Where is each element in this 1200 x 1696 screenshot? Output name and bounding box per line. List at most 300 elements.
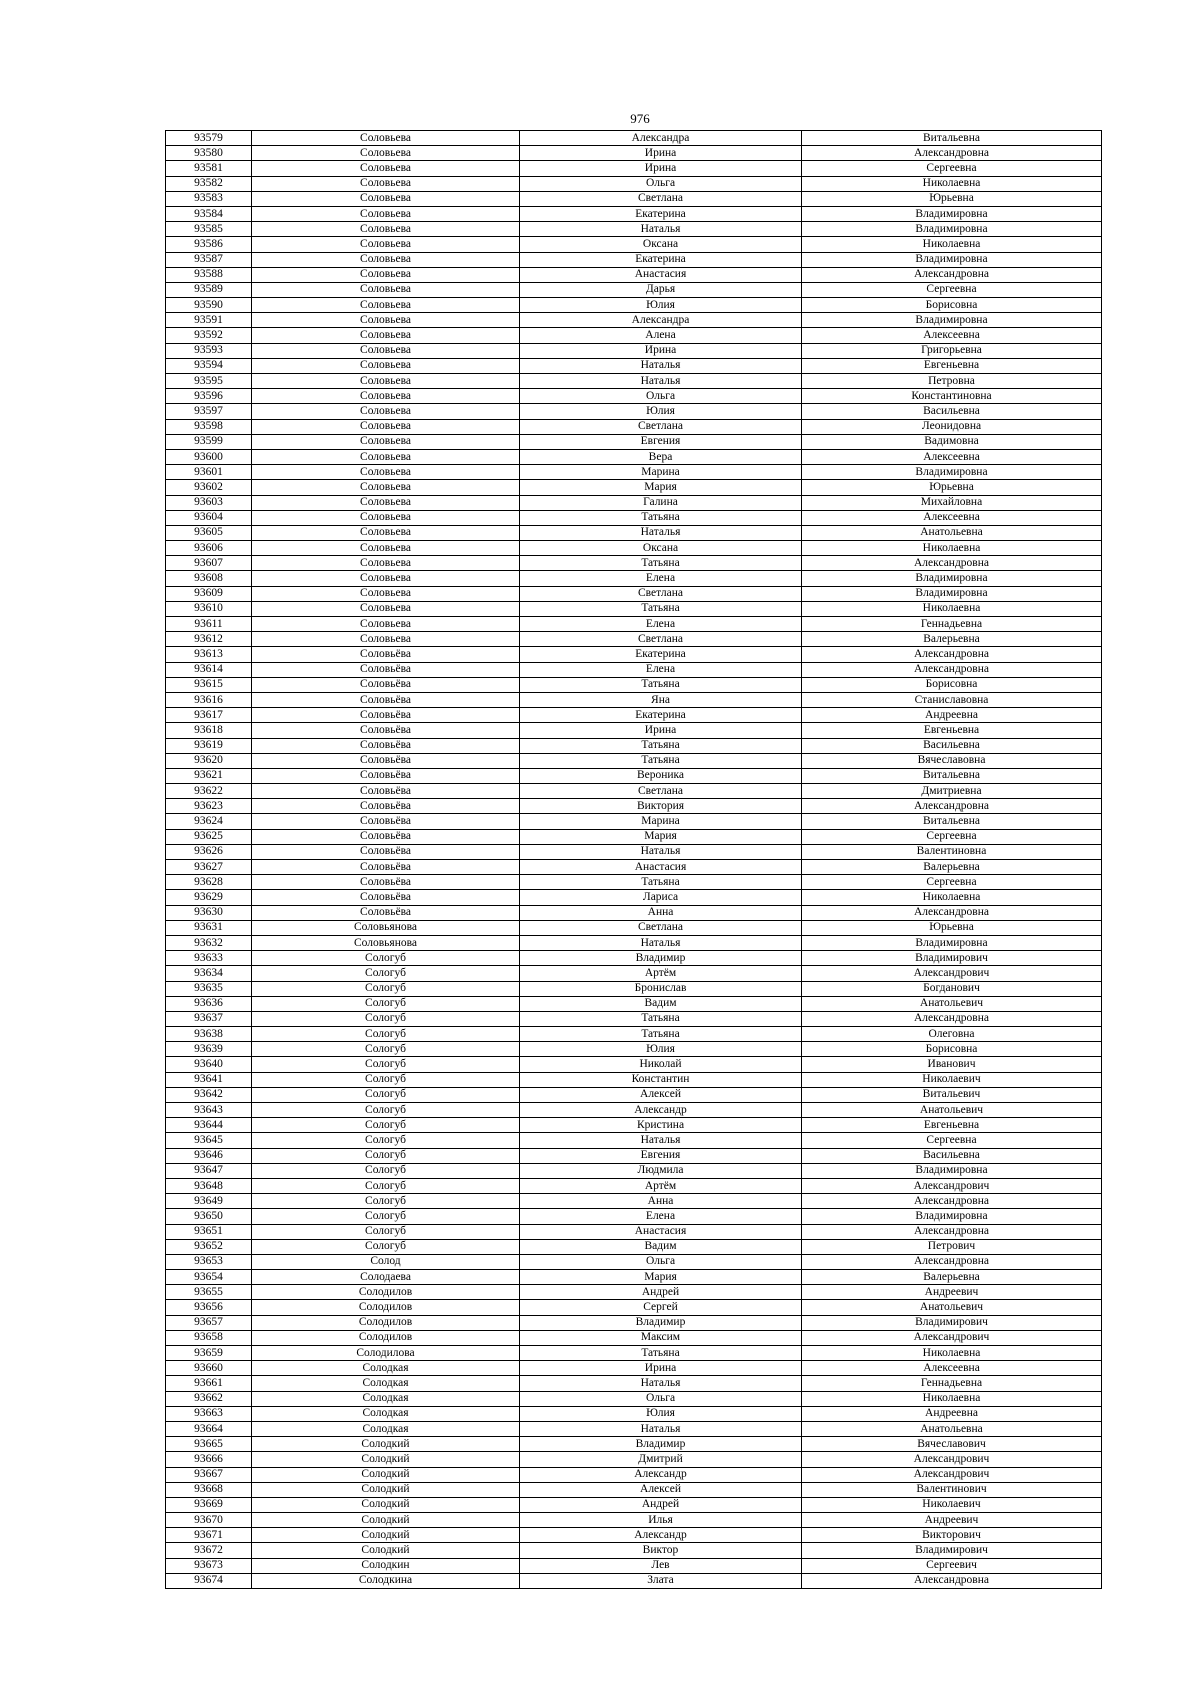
table-row bbox=[166, 358, 1102, 373]
first-name-cell: Екатерина bbox=[520, 708, 802, 723]
first-name-cell: Вадим bbox=[520, 1239, 802, 1254]
table-row bbox=[166, 237, 1102, 252]
first-name-cell: Илья bbox=[520, 1513, 802, 1528]
surname-cell: Соловьева bbox=[252, 586, 520, 601]
first-name-cell: Татьяна bbox=[520, 1011, 802, 1026]
record-number-cell: 93600 bbox=[166, 449, 252, 464]
table-row bbox=[166, 966, 1102, 981]
surname-cell: Соловьёва bbox=[252, 875, 520, 890]
table-row bbox=[166, 1573, 1102, 1588]
first-name-cell: Светлана bbox=[520, 586, 802, 601]
first-name-cell: Светлана bbox=[520, 419, 802, 434]
first-name-cell: Злата bbox=[520, 1573, 802, 1588]
table-row bbox=[166, 1528, 1102, 1543]
surname-cell: Сологуб bbox=[252, 1239, 520, 1254]
surname-cell: Соловьянова bbox=[252, 920, 520, 935]
record-number-cell: 93664 bbox=[166, 1421, 252, 1436]
surname-cell: Солодкий bbox=[252, 1497, 520, 1512]
patronymic-cell: Иванович bbox=[802, 1057, 1102, 1072]
record-number-cell: 93653 bbox=[166, 1254, 252, 1269]
patronymic-cell: Сергеевна bbox=[802, 875, 1102, 890]
first-name-cell: Юлия bbox=[520, 404, 802, 419]
surname-cell: Соловьева bbox=[252, 313, 520, 328]
table-row bbox=[166, 1270, 1102, 1285]
first-name-cell: Виктория bbox=[520, 799, 802, 814]
surname-cell: Солодкий bbox=[252, 1528, 520, 1543]
first-name-cell: Наталья bbox=[520, 1133, 802, 1148]
table-row bbox=[166, 1391, 1102, 1406]
first-name-cell: Ирина bbox=[520, 1361, 802, 1376]
patronymic-cell: Николаевна bbox=[802, 541, 1102, 556]
names-table bbox=[165, 130, 1102, 1589]
table-row bbox=[166, 328, 1102, 343]
first-name-cell: Екатерина bbox=[520, 252, 802, 267]
record-number-cell: 93610 bbox=[166, 601, 252, 616]
table-row bbox=[166, 419, 1102, 434]
first-name-cell: Елена bbox=[520, 662, 802, 677]
patronymic-cell: Андреевич bbox=[802, 1513, 1102, 1528]
patronymic-cell: Витальевна bbox=[802, 814, 1102, 829]
table-row bbox=[166, 176, 1102, 191]
patronymic-cell: Вячеславович bbox=[802, 1437, 1102, 1452]
record-number-cell: 93581 bbox=[166, 161, 252, 176]
record-number-cell: 93623 bbox=[166, 799, 252, 814]
first-name-cell: Анна bbox=[520, 1194, 802, 1209]
surname-cell: Солодкий bbox=[252, 1543, 520, 1558]
record-number-cell: 93585 bbox=[166, 222, 252, 237]
surname-cell: Соловьева bbox=[252, 404, 520, 419]
surname-cell: Соловьева bbox=[252, 525, 520, 540]
table-row bbox=[166, 1482, 1102, 1497]
first-name-cell: Ирина bbox=[520, 723, 802, 738]
table-row bbox=[166, 1224, 1102, 1239]
first-name-cell: Александр bbox=[520, 1467, 802, 1482]
record-number-cell: 93632 bbox=[166, 935, 252, 950]
first-name-cell: Татьяна bbox=[520, 601, 802, 616]
surname-cell: Солодкая bbox=[252, 1361, 520, 1376]
surname-cell: Сологуб bbox=[252, 1057, 520, 1072]
record-number-cell: 93657 bbox=[166, 1315, 252, 1330]
patronymic-cell: Николаевна bbox=[802, 1391, 1102, 1406]
record-number-cell: 93640 bbox=[166, 1057, 252, 1072]
first-name-cell: Александр bbox=[520, 1103, 802, 1118]
table-row bbox=[166, 465, 1102, 480]
table-row bbox=[166, 768, 1102, 783]
patronymic-cell: Анатольевич bbox=[802, 996, 1102, 1011]
record-number-cell: 93625 bbox=[166, 829, 252, 844]
first-name-cell: Мария bbox=[520, 1270, 802, 1285]
patronymic-cell: Александровна bbox=[802, 146, 1102, 161]
record-number-cell: 93599 bbox=[166, 434, 252, 449]
first-name-cell: Оксана bbox=[520, 541, 802, 556]
surname-cell: Сологуб bbox=[252, 1072, 520, 1087]
record-number-cell: 93651 bbox=[166, 1224, 252, 1239]
record-number-cell: 93579 bbox=[166, 131, 252, 146]
surname-cell: Сологуб bbox=[252, 981, 520, 996]
surname-cell: Соловьёва bbox=[252, 799, 520, 814]
patronymic-cell: Сергеевич bbox=[802, 1558, 1102, 1573]
first-name-cell: Бронислав bbox=[520, 981, 802, 996]
patronymic-cell: Александровна bbox=[802, 647, 1102, 662]
first-name-cell: Андрей bbox=[520, 1497, 802, 1512]
table-row bbox=[166, 1163, 1102, 1178]
patronymic-cell: Михайловна bbox=[802, 495, 1102, 510]
first-name-cell: Яна bbox=[520, 692, 802, 707]
record-number-cell: 93580 bbox=[166, 146, 252, 161]
table-row bbox=[166, 146, 1102, 161]
table-row bbox=[166, 1087, 1102, 1102]
patronymic-cell: Анатольевич bbox=[802, 1300, 1102, 1315]
first-name-cell: Марина bbox=[520, 465, 802, 480]
patronymic-cell: Владимировна bbox=[802, 465, 1102, 480]
record-number-cell: 93606 bbox=[166, 541, 252, 556]
record-number-cell: 93662 bbox=[166, 1391, 252, 1406]
record-number-cell: 93673 bbox=[166, 1558, 252, 1573]
table-row bbox=[166, 1421, 1102, 1436]
patronymic-cell: Александровна bbox=[802, 267, 1102, 282]
table-row bbox=[166, 1072, 1102, 1087]
patronymic-cell: Витальевна bbox=[802, 768, 1102, 783]
table-row bbox=[166, 784, 1102, 799]
patronymic-cell: Анатольевна bbox=[802, 1421, 1102, 1436]
record-number-cell: 93611 bbox=[166, 617, 252, 632]
table-row bbox=[166, 131, 1102, 146]
first-name-cell: Александр bbox=[520, 1528, 802, 1543]
surname-cell: Соловьева bbox=[252, 267, 520, 282]
patronymic-cell: Витальевна bbox=[802, 131, 1102, 146]
surname-cell: Соловьёва bbox=[252, 829, 520, 844]
patronymic-cell: Николаевна bbox=[802, 601, 1102, 616]
table-row bbox=[166, 1300, 1102, 1315]
surname-cell: Сологуб bbox=[252, 1011, 520, 1026]
first-name-cell: Вадим bbox=[520, 996, 802, 1011]
surname-cell: Соловьёва bbox=[252, 723, 520, 738]
table-row bbox=[166, 267, 1102, 282]
record-number-cell: 93656 bbox=[166, 1300, 252, 1315]
table-row bbox=[166, 647, 1102, 662]
first-name-cell: Ольга bbox=[520, 1391, 802, 1406]
surname-cell: Соловьёва bbox=[252, 662, 520, 677]
first-name-cell: Константин bbox=[520, 1072, 802, 1087]
first-name-cell: Лариса bbox=[520, 890, 802, 905]
first-name-cell: Анастасия bbox=[520, 1224, 802, 1239]
table-row bbox=[166, 374, 1102, 389]
surname-cell: Соловьева bbox=[252, 571, 520, 586]
patronymic-cell: Александрович bbox=[802, 1330, 1102, 1345]
first-name-cell: Марина bbox=[520, 814, 802, 829]
patronymic-cell: Геннадьевна bbox=[802, 1376, 1102, 1391]
record-number-cell: 93619 bbox=[166, 738, 252, 753]
table-row bbox=[166, 692, 1102, 707]
patronymic-cell: Николаевич bbox=[802, 1072, 1102, 1087]
patronymic-cell: Анатольевич bbox=[802, 1103, 1102, 1118]
surname-cell: Соловьева bbox=[252, 237, 520, 252]
surname-cell: Соловьева bbox=[252, 617, 520, 632]
patronymic-cell: Владимирович bbox=[802, 951, 1102, 966]
first-name-cell: Наталья bbox=[520, 525, 802, 540]
surname-cell: Сологуб bbox=[252, 996, 520, 1011]
table-row bbox=[166, 753, 1102, 768]
record-number-cell: 93608 bbox=[166, 571, 252, 586]
page-number: 976 bbox=[630, 111, 650, 126]
table-row bbox=[166, 1361, 1102, 1376]
record-number-cell: 93592 bbox=[166, 328, 252, 343]
surname-cell: Солодкая bbox=[252, 1376, 520, 1391]
surname-cell: Соловьева bbox=[252, 495, 520, 510]
first-name-cell: Светлана bbox=[520, 191, 802, 206]
record-number-cell: 93670 bbox=[166, 1513, 252, 1528]
surname-cell: Соловьева bbox=[252, 449, 520, 464]
patronymic-cell: Николаевна bbox=[802, 1346, 1102, 1361]
table-row bbox=[166, 480, 1102, 495]
table-row bbox=[166, 1330, 1102, 1345]
record-number-cell: 93639 bbox=[166, 1042, 252, 1057]
record-number-cell: 93626 bbox=[166, 844, 252, 859]
record-number-cell: 93631 bbox=[166, 920, 252, 935]
record-number-cell: 93588 bbox=[166, 267, 252, 282]
first-name-cell: Анна bbox=[520, 905, 802, 920]
table-row bbox=[166, 1178, 1102, 1193]
surname-cell: Соловьева bbox=[252, 146, 520, 161]
patronymic-cell: Владимировна bbox=[802, 586, 1102, 601]
record-number-cell: 93668 bbox=[166, 1482, 252, 1497]
table-row bbox=[166, 1406, 1102, 1421]
patronymic-cell: Алексеевна bbox=[802, 449, 1102, 464]
patronymic-cell: Станиславовна bbox=[802, 692, 1102, 707]
patronymic-cell: Валерьевна bbox=[802, 632, 1102, 647]
surname-cell: Соловьёва bbox=[252, 905, 520, 920]
table-row bbox=[166, 814, 1102, 829]
table-row bbox=[166, 738, 1102, 753]
first-name-cell: Александра bbox=[520, 131, 802, 146]
record-number-cell: 93620 bbox=[166, 753, 252, 768]
first-name-cell: Сергей bbox=[520, 1300, 802, 1315]
patronymic-cell: Николаевна bbox=[802, 890, 1102, 905]
first-name-cell: Наталья bbox=[520, 1421, 802, 1436]
first-name-cell: Наталья bbox=[520, 358, 802, 373]
surname-cell: Соловьёва bbox=[252, 844, 520, 859]
patronymic-cell: Петрович bbox=[802, 1239, 1102, 1254]
record-number-cell: 93613 bbox=[166, 647, 252, 662]
record-number-cell: 93596 bbox=[166, 389, 252, 404]
surname-cell: Сологуб bbox=[252, 966, 520, 981]
record-number-cell: 93633 bbox=[166, 951, 252, 966]
table-row bbox=[166, 434, 1102, 449]
surname-cell: Сологуб bbox=[252, 951, 520, 966]
first-name-cell: Татьяна bbox=[520, 1346, 802, 1361]
first-name-cell: Артём bbox=[520, 1178, 802, 1193]
first-name-cell: Алена bbox=[520, 328, 802, 343]
surname-cell: Соловьёва bbox=[252, 784, 520, 799]
record-number-cell: 93587 bbox=[166, 252, 252, 267]
first-name-cell: Татьяна bbox=[520, 510, 802, 525]
patronymic-cell: Александровна bbox=[802, 1254, 1102, 1269]
first-name-cell: Татьяна bbox=[520, 556, 802, 571]
record-number-cell: 93672 bbox=[166, 1543, 252, 1558]
record-number-cell: 93636 bbox=[166, 996, 252, 1011]
record-number-cell: 93602 bbox=[166, 480, 252, 495]
patronymic-cell: Юрьевна bbox=[802, 920, 1102, 935]
surname-cell: Сологуб bbox=[252, 1042, 520, 1057]
patronymic-cell: Валерьевна bbox=[802, 860, 1102, 875]
surname-cell: Сологуб bbox=[252, 1148, 520, 1163]
record-number-cell: 93607 bbox=[166, 556, 252, 571]
record-number-cell: 93666 bbox=[166, 1452, 252, 1467]
record-number-cell: 93612 bbox=[166, 632, 252, 647]
surname-cell: Солодкий bbox=[252, 1482, 520, 1497]
surname-cell: Солодкая bbox=[252, 1406, 520, 1421]
record-number-cell: 93601 bbox=[166, 465, 252, 480]
surname-cell: Сологуб bbox=[252, 1103, 520, 1118]
record-number-cell: 93582 bbox=[166, 176, 252, 191]
patronymic-cell: Владимировна bbox=[802, 1163, 1102, 1178]
table-row bbox=[166, 525, 1102, 540]
record-number-cell: 93638 bbox=[166, 1027, 252, 1042]
surname-cell: Солодилов bbox=[252, 1330, 520, 1345]
record-number-cell: 93671 bbox=[166, 1528, 252, 1543]
patronymic-cell: Владимировна bbox=[802, 252, 1102, 267]
table-row bbox=[166, 389, 1102, 404]
table-row bbox=[166, 799, 1102, 814]
surname-cell: Соловьева bbox=[252, 328, 520, 343]
table-row bbox=[166, 1148, 1102, 1163]
record-number-cell: 93652 bbox=[166, 1239, 252, 1254]
record-number-cell: 93618 bbox=[166, 723, 252, 738]
table-row bbox=[166, 829, 1102, 844]
record-number-cell: 93615 bbox=[166, 677, 252, 692]
patronymic-cell: Петровна bbox=[802, 374, 1102, 389]
patronymic-cell: Александровна bbox=[802, 905, 1102, 920]
table-row bbox=[166, 586, 1102, 601]
first-name-cell: Евгения bbox=[520, 434, 802, 449]
surname-cell: Сологуб bbox=[252, 1178, 520, 1193]
record-number-cell: 93586 bbox=[166, 237, 252, 252]
record-number-cell: 93593 bbox=[166, 343, 252, 358]
table-row bbox=[166, 1452, 1102, 1467]
first-name-cell: Алексей bbox=[520, 1482, 802, 1497]
patronymic-cell: Сергеевна bbox=[802, 829, 1102, 844]
table-row bbox=[166, 996, 1102, 1011]
patronymic-cell: Борисовна bbox=[802, 677, 1102, 692]
table-row bbox=[166, 252, 1102, 267]
record-number-cell: 93658 bbox=[166, 1330, 252, 1345]
surname-cell: Соловьева bbox=[252, 298, 520, 313]
surname-cell: Соловьёва bbox=[252, 860, 520, 875]
record-number-cell: 93659 bbox=[166, 1346, 252, 1361]
table-row bbox=[166, 1285, 1102, 1300]
record-number-cell: 93642 bbox=[166, 1087, 252, 1102]
patronymic-cell: Григорьевна bbox=[802, 343, 1102, 358]
patronymic-cell: Валентиновна bbox=[802, 844, 1102, 859]
table-row bbox=[166, 1437, 1102, 1452]
patronymic-cell: Владимировна bbox=[802, 571, 1102, 586]
first-name-cell: Андрей bbox=[520, 1285, 802, 1300]
surname-cell: Солодкая bbox=[252, 1391, 520, 1406]
surname-cell: Соловьева bbox=[252, 374, 520, 389]
table-row bbox=[166, 708, 1102, 723]
patronymic-cell: Александрович bbox=[802, 966, 1102, 981]
surname-cell: Соловьева bbox=[252, 510, 520, 525]
surname-cell: Солодилова bbox=[252, 1346, 520, 1361]
first-name-cell: Наталья bbox=[520, 1376, 802, 1391]
surname-cell: Соловьёва bbox=[252, 768, 520, 783]
table-row bbox=[166, 1254, 1102, 1269]
record-number-cell: 93650 bbox=[166, 1209, 252, 1224]
patronymic-cell: Александровна bbox=[802, 1011, 1102, 1026]
record-number-cell: 93627 bbox=[166, 860, 252, 875]
record-number-cell: 93604 bbox=[166, 510, 252, 525]
surname-cell: Соловьева bbox=[252, 632, 520, 647]
surname-cell: Соловьева bbox=[252, 206, 520, 221]
surname-cell: Солодкий bbox=[252, 1467, 520, 1482]
first-name-cell: Анастасия bbox=[520, 860, 802, 875]
record-number-cell: 93647 bbox=[166, 1163, 252, 1178]
patronymic-cell: Александровна bbox=[802, 662, 1102, 677]
surname-cell: Соловьёва bbox=[252, 647, 520, 662]
patronymic-cell: Васильевна bbox=[802, 1148, 1102, 1163]
record-number-cell: 93624 bbox=[166, 814, 252, 829]
record-number-cell: 93583 bbox=[166, 191, 252, 206]
patronymic-cell: Евгеньевна bbox=[802, 358, 1102, 373]
first-name-cell: Анастасия bbox=[520, 267, 802, 282]
patronymic-cell: Александровна bbox=[802, 556, 1102, 571]
first-name-cell: Татьяна bbox=[520, 875, 802, 890]
first-name-cell: Алексей bbox=[520, 1087, 802, 1102]
surname-cell: Соловьёва bbox=[252, 692, 520, 707]
record-number-cell: 93595 bbox=[166, 374, 252, 389]
patronymic-cell: Леонидовна bbox=[802, 419, 1102, 434]
first-name-cell: Юлия bbox=[520, 298, 802, 313]
surname-cell: Соловьева bbox=[252, 282, 520, 297]
table-row bbox=[166, 510, 1102, 525]
table-row bbox=[166, 1027, 1102, 1042]
patronymic-cell: Владимировна bbox=[802, 1209, 1102, 1224]
patronymic-cell: Сергеевна bbox=[802, 161, 1102, 176]
first-name-cell: Татьяна bbox=[520, 677, 802, 692]
patronymic-cell: Алексеевна bbox=[802, 1361, 1102, 1376]
patronymic-cell: Александровна bbox=[802, 1194, 1102, 1209]
table-row bbox=[166, 951, 1102, 966]
patronymic-cell: Евгеньевна bbox=[802, 723, 1102, 738]
table-row bbox=[166, 222, 1102, 237]
record-number-cell: 93629 bbox=[166, 890, 252, 905]
patronymic-cell: Александровна bbox=[802, 1224, 1102, 1239]
surname-cell: Сологуб bbox=[252, 1118, 520, 1133]
first-name-cell: Светлана bbox=[520, 784, 802, 799]
first-name-cell: Дарья bbox=[520, 282, 802, 297]
surname-cell: Солодкий bbox=[252, 1452, 520, 1467]
patronymic-cell: Владимировна bbox=[802, 313, 1102, 328]
first-name-cell: Ольга bbox=[520, 389, 802, 404]
patronymic-cell: Валентинович bbox=[802, 1482, 1102, 1497]
surname-cell: Солодкина bbox=[252, 1573, 520, 1588]
first-name-cell: Ирина bbox=[520, 146, 802, 161]
patronymic-cell: Богданович bbox=[802, 981, 1102, 996]
first-name-cell: Людмила bbox=[520, 1163, 802, 1178]
patronymic-cell: Андреевна bbox=[802, 708, 1102, 723]
first-name-cell: Елена bbox=[520, 617, 802, 632]
patronymic-cell: Борисовна bbox=[802, 298, 1102, 313]
surname-cell: Соловьева bbox=[252, 434, 520, 449]
table-row bbox=[166, 860, 1102, 875]
first-name-cell: Татьяна bbox=[520, 738, 802, 753]
record-number-cell: 93635 bbox=[166, 981, 252, 996]
first-name-cell: Юлия bbox=[520, 1042, 802, 1057]
patronymic-cell: Николаевна bbox=[802, 237, 1102, 252]
table-row bbox=[166, 191, 1102, 206]
surname-cell: Соловьева bbox=[252, 343, 520, 358]
patronymic-cell: Борисовна bbox=[802, 1042, 1102, 1057]
